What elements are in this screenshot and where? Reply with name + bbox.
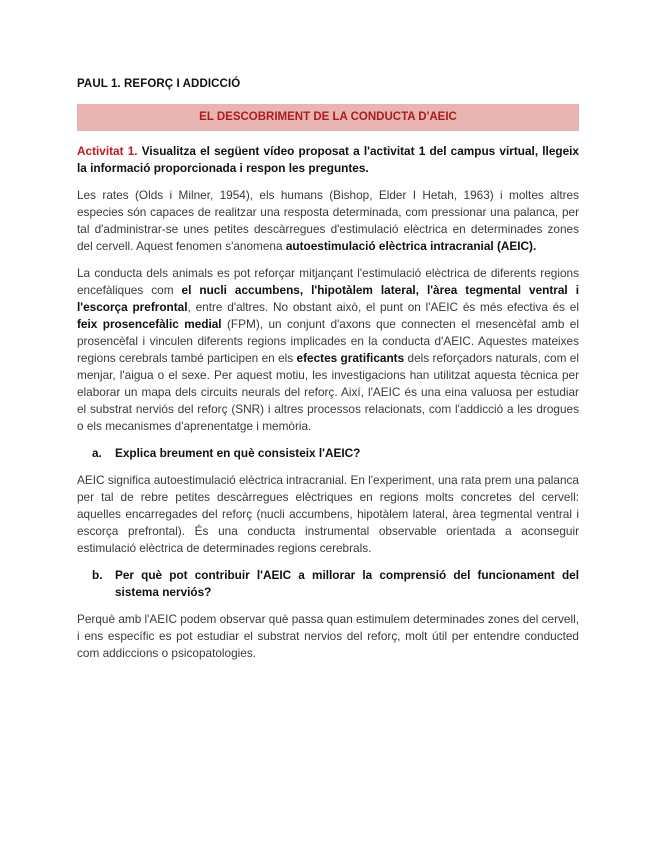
paragraph-bold-term: autoestimulació elèctrica intracranial (AEIC). bbox=[285, 239, 537, 253]
answer-a: AEIC significa autoestimulació elèctrica intracranial. En l'experiment, una rata prem una palanca per tal de rebre petites descàrregues elèctriques en regions molts concretes del cervell: aquelles encarregades del reforç (nucli accumbens, hipotàlem lateral, àrea tegmental ventral i escorça prefrontal). És una conducta instrumental observable orientada a aconseguir estimulació elèctrica de determinades regions cerebrals. bbox=[77, 473, 579, 555]
paragraph-text: , entre d'altres. No obstant això, el punt on l'AEIC és més efectiva és el bbox=[187, 300, 579, 314]
question-text: Per què pot contribuir l'AEIC a millorar la comprensió del funcionament del sistema nerviós? bbox=[115, 568, 579, 599]
question-marker: b. bbox=[92, 568, 103, 582]
activity-text: Visualitza el següent vídeo proposat a l'activitat 1 del campus virtual, llegeix la informació proporcionada i respon les preguntes. bbox=[77, 144, 579, 175]
paragraph-bold-term: efectes gratificants bbox=[296, 351, 405, 365]
paragraph-text: La conducta dels animals es pot reforçar mitjançant l'estimulació elèctrica de diferents regions encefàliques com bbox=[77, 266, 579, 297]
activity-instruction bbox=[77, 143, 579, 177]
paragraph-text: dels reforçadors naturals, com el menjar, l'aigua o el sexe. Per aquest motiu, les investigacions han utilitzat aquesta tècnica per elaborar un mapa dels circuits neurals del reforç. Així, l'AEIC és una eina valuosa per estudiar el substrat nerviós del reforç (SNR) i altres processos relacionats, com l'addicció a les drogues o els mecanismes d'aprenentatge i memòria. bbox=[77, 351, 579, 433]
question-b bbox=[77, 567, 579, 601]
paragraph-text: (FPM), un conjunt d'axons que connecten el mesencèfal amb el prosencèfal i vinculen diferents regions implicades en la conducta d'AEIC. Aquestes mateixes regions cerebrals també participen en els bbox=[77, 317, 579, 365]
answer-b: Perquè amb l'AEIC podem observar què passa quan estimulem determinades zones del cervell, i ens específic es pot estudiar el substrat nervios del reforç, molt útil per entendre conducted com addiccions o psicopatologies. bbox=[77, 612, 579, 660]
paragraph-text: Les rates (Olds i Milner, 1954), els humans (Bishop, Elder I Hetah, 1963) i moltes altres especies són capaces de realitzar una resposta determinada, com pressionar una palanca, per tal d'administrar-se unes petites descàrregues d'estimulació elèctrica en determinades zones del cervell. Aquest fenomen s'anomena bbox=[77, 188, 579, 253]
document-title: PAUL 1. REFORÇ I ADDICCIÓ bbox=[77, 78, 241, 90]
question-text: Explica breument en què consisteix l'AEIC? bbox=[115, 446, 361, 460]
question-marker: a. bbox=[92, 446, 102, 460]
paragraph-bold-term: el nucli accumbens, l'hipotàlem lateral, l'àrea tegmental ventral i l'escorça prefrontal bbox=[77, 283, 579, 314]
paragraph-bold-term: feix prosencefàlic medial bbox=[77, 317, 222, 331]
activity-label: Activitat 1. bbox=[77, 144, 138, 158]
context-paragraph bbox=[77, 265, 579, 435]
document-page bbox=[77, 78, 579, 672]
question-a bbox=[77, 445, 579, 462]
section-banner: EL DESCOBRIMENT DE LA CONDUCTA D'AEIC bbox=[77, 104, 579, 131]
intro-paragraph bbox=[77, 187, 579, 255]
